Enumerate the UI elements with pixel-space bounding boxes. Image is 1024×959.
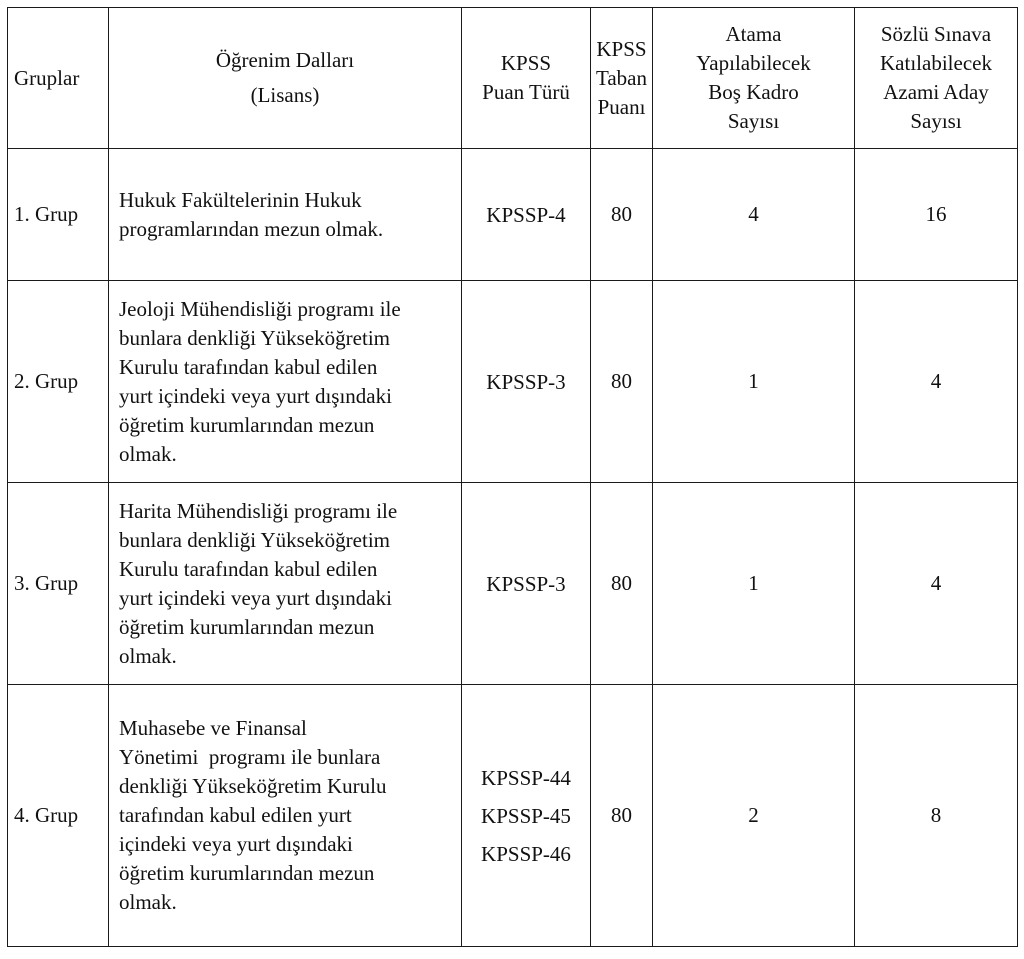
field-line: olmak. bbox=[119, 643, 177, 668]
field-line: Kurulu tarafından kabul edilen bbox=[119, 556, 378, 581]
header-score-type bbox=[462, 8, 591, 149]
field-line: öğretim kurumlarından mezun bbox=[119, 861, 375, 885]
header-groups: Gruplar bbox=[8, 8, 109, 149]
score-type: KPSSP-4 bbox=[486, 202, 566, 227]
header-max-candidates-line: Katılabilecek bbox=[880, 51, 992, 75]
header-base-score-line: KPSS bbox=[596, 36, 647, 61]
field-line: Muhasebe ve Finansal bbox=[119, 716, 307, 740]
header-base-score-line: Taban bbox=[595, 65, 647, 90]
header-base-score-line: Puanı bbox=[597, 94, 646, 119]
field-cell bbox=[109, 483, 462, 685]
score-type: KPSSP-46 bbox=[481, 841, 571, 866]
header-fields bbox=[109, 8, 462, 149]
vacancies-cell: 2 bbox=[653, 685, 855, 947]
score-type: KPSSP-3 bbox=[486, 369, 566, 394]
field-cell bbox=[109, 281, 462, 483]
header-fields-line: Öğrenim Dalları bbox=[215, 48, 355, 72]
header-max-candidates-line: Sayısı bbox=[910, 109, 962, 133]
base-score-cell: 80 bbox=[591, 483, 653, 685]
vacancies-cell: 1 bbox=[653, 483, 855, 685]
field-line: içindeki veya yurt dışındaki bbox=[119, 832, 353, 856]
field-line: Kurulu tarafından kabul edilen bbox=[119, 354, 378, 379]
field-line: olmak. bbox=[119, 441, 177, 466]
field-line: tarafından kabul edilen yurt bbox=[119, 803, 352, 827]
base-score-cell: 80 bbox=[591, 685, 653, 947]
table-row bbox=[8, 483, 1018, 685]
max-candidates-cell: 4 bbox=[855, 483, 1018, 685]
field-line: Yönetimi programı ile bunlara bbox=[119, 745, 381, 769]
header-score-type-line: KPSS bbox=[500, 51, 552, 75]
group-cell: 1. Grup bbox=[8, 149, 109, 281]
group-cell: 2. Grup bbox=[8, 281, 109, 483]
score-type: KPSSP-44 bbox=[481, 765, 571, 790]
table-row bbox=[8, 685, 1018, 947]
field-line: yurt içindeki veya yurt dışındaki bbox=[119, 585, 392, 610]
header-row bbox=[8, 8, 1018, 149]
score-type: KPSSP-45 bbox=[481, 803, 571, 828]
header-vacancies bbox=[653, 8, 855, 149]
header-max-candidates-line: Sözlü Sınava bbox=[880, 22, 992, 46]
field-line: bunlara denkliği Yükseköğretim bbox=[119, 325, 390, 350]
field-line: programlarından mezun olmak. bbox=[119, 216, 384, 241]
score-type-cell bbox=[462, 685, 591, 947]
field-line: öğretim kurumlarından mezun bbox=[119, 412, 375, 437]
header-vacancies-line: Boş Kadro bbox=[708, 80, 799, 104]
field-cell bbox=[109, 149, 462, 281]
header-vacancies-line: Yapılabilecek bbox=[696, 51, 811, 75]
field-line: yurt içindeki veya yurt dışındaki bbox=[119, 383, 392, 408]
field-line: olmak. bbox=[119, 890, 177, 914]
group-cell: 3. Grup bbox=[8, 483, 109, 685]
field-cell bbox=[109, 685, 462, 947]
header-vacancies-line: Sayısı bbox=[727, 109, 780, 133]
score-type: KPSSP-3 bbox=[486, 571, 566, 596]
field-line: öğretim kurumlarından mezun bbox=[119, 614, 375, 639]
header-fields-line: (Lisans) bbox=[250, 83, 320, 107]
vacancies-cell: 1 bbox=[653, 281, 855, 483]
header-score-type-line: Puan Türü bbox=[482, 80, 570, 104]
header-max-candidates-line: Azami Aday bbox=[883, 80, 989, 104]
vacancies-cell: 4 bbox=[653, 149, 855, 281]
max-candidates-cell: 16 bbox=[855, 149, 1018, 281]
base-score-cell: 80 bbox=[591, 149, 653, 281]
field-line: bunlara denkliği Yükseköğretim bbox=[119, 527, 390, 552]
max-candidates-cell: 4 bbox=[855, 281, 1018, 483]
group-cell: 4. Grup bbox=[8, 685, 109, 947]
header-max-candidates bbox=[855, 8, 1018, 149]
score-type-cell bbox=[462, 149, 591, 281]
score-type-cell bbox=[462, 483, 591, 685]
field-line: Harita Mühendisliği programı ile bbox=[119, 498, 398, 523]
field-line: Hukuk Fakültelerinin Hukuk bbox=[119, 187, 362, 212]
table-row bbox=[8, 281, 1018, 483]
score-type-cell bbox=[462, 281, 591, 483]
header-vacancies-line: Atama bbox=[725, 22, 782, 46]
field-line: denkliği Yükseköğretim Kurulu bbox=[119, 774, 387, 798]
max-candidates-cell: 8 bbox=[855, 685, 1018, 947]
header-base-score bbox=[591, 8, 653, 149]
base-score-cell: 80 bbox=[591, 281, 653, 483]
field-line: Jeoloji Mühendisliği programı ile bbox=[119, 296, 401, 321]
table-row bbox=[8, 149, 1018, 281]
recruitment-groups-table bbox=[7, 7, 1018, 947]
